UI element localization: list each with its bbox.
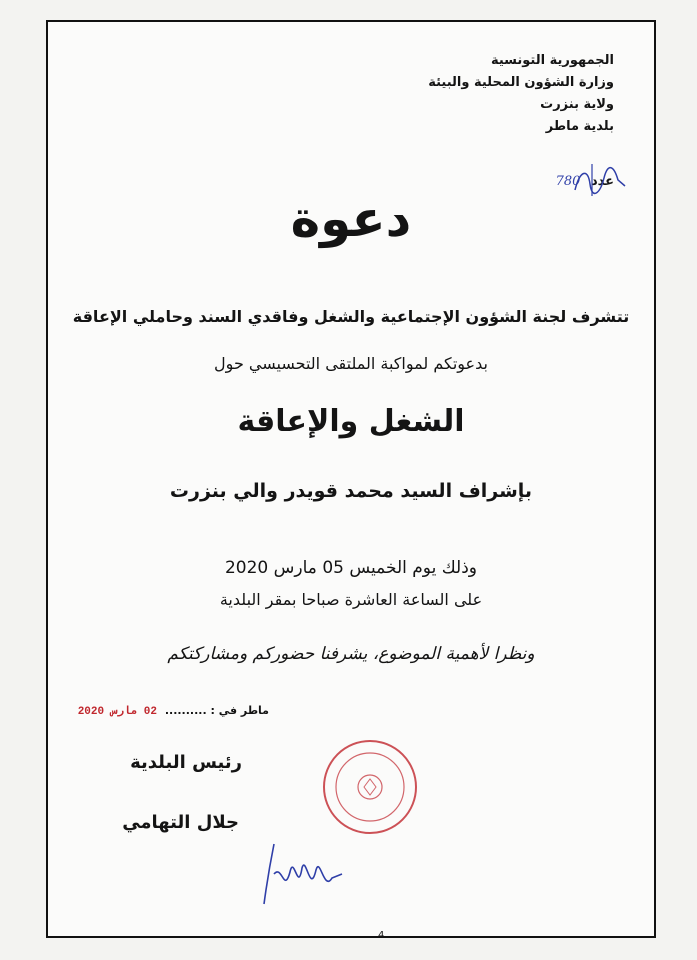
place-label: ماطر في : .......... [164, 704, 269, 717]
document-frame [46, 20, 656, 941]
page-mark: 4 [378, 930, 385, 941]
letterhead-country: الجمهورية التونسية [490, 53, 614, 68]
event-patron: بإشراف السيد محمد قويدر والي بنزرت [169, 480, 533, 502]
invitation-purpose: بدعوتكم لمواكبة الملتقى التحسيسي حول [214, 354, 488, 373]
place-date-line [78, 704, 269, 718]
event-subject: الشغل والإعاقة [237, 404, 465, 439]
mayor-name: جلال التهامي [122, 812, 239, 833]
letterhead-ministry: وزارة الشؤون المحلية والبيئة [428, 75, 614, 90]
closing-remark: ونظرا لأهمية الموضوع، يشرفنا حضوركم ومشاركتكم [167, 644, 535, 664]
letterhead [394, 50, 614, 138]
letterhead-municipality: بلدية ماطر [545, 119, 614, 134]
place-date-value: 02 مارس 2020 [77, 706, 157, 718]
page-title: دعوة [290, 190, 412, 248]
official-stamp-icon [320, 737, 420, 837]
reference-value: 780 [555, 174, 581, 189]
letterhead-governorate: ولاية بنزرت [540, 97, 614, 112]
mayor-title: رئيس البلدية [130, 752, 242, 773]
mayor-signature-icon [254, 834, 354, 914]
reference-label: عدد [590, 174, 614, 189]
event-date: وذلك يوم الخميس 05 مارس 2020 [224, 558, 477, 578]
event-time-place: على الساعة العاشرة صباحا بمقر البلدية [219, 590, 483, 609]
invitation-intro: تتشرف لجنة الشؤون الإجتماعية والشغل وفاقدي السند وحاملي الإعاقة [72, 307, 630, 326]
